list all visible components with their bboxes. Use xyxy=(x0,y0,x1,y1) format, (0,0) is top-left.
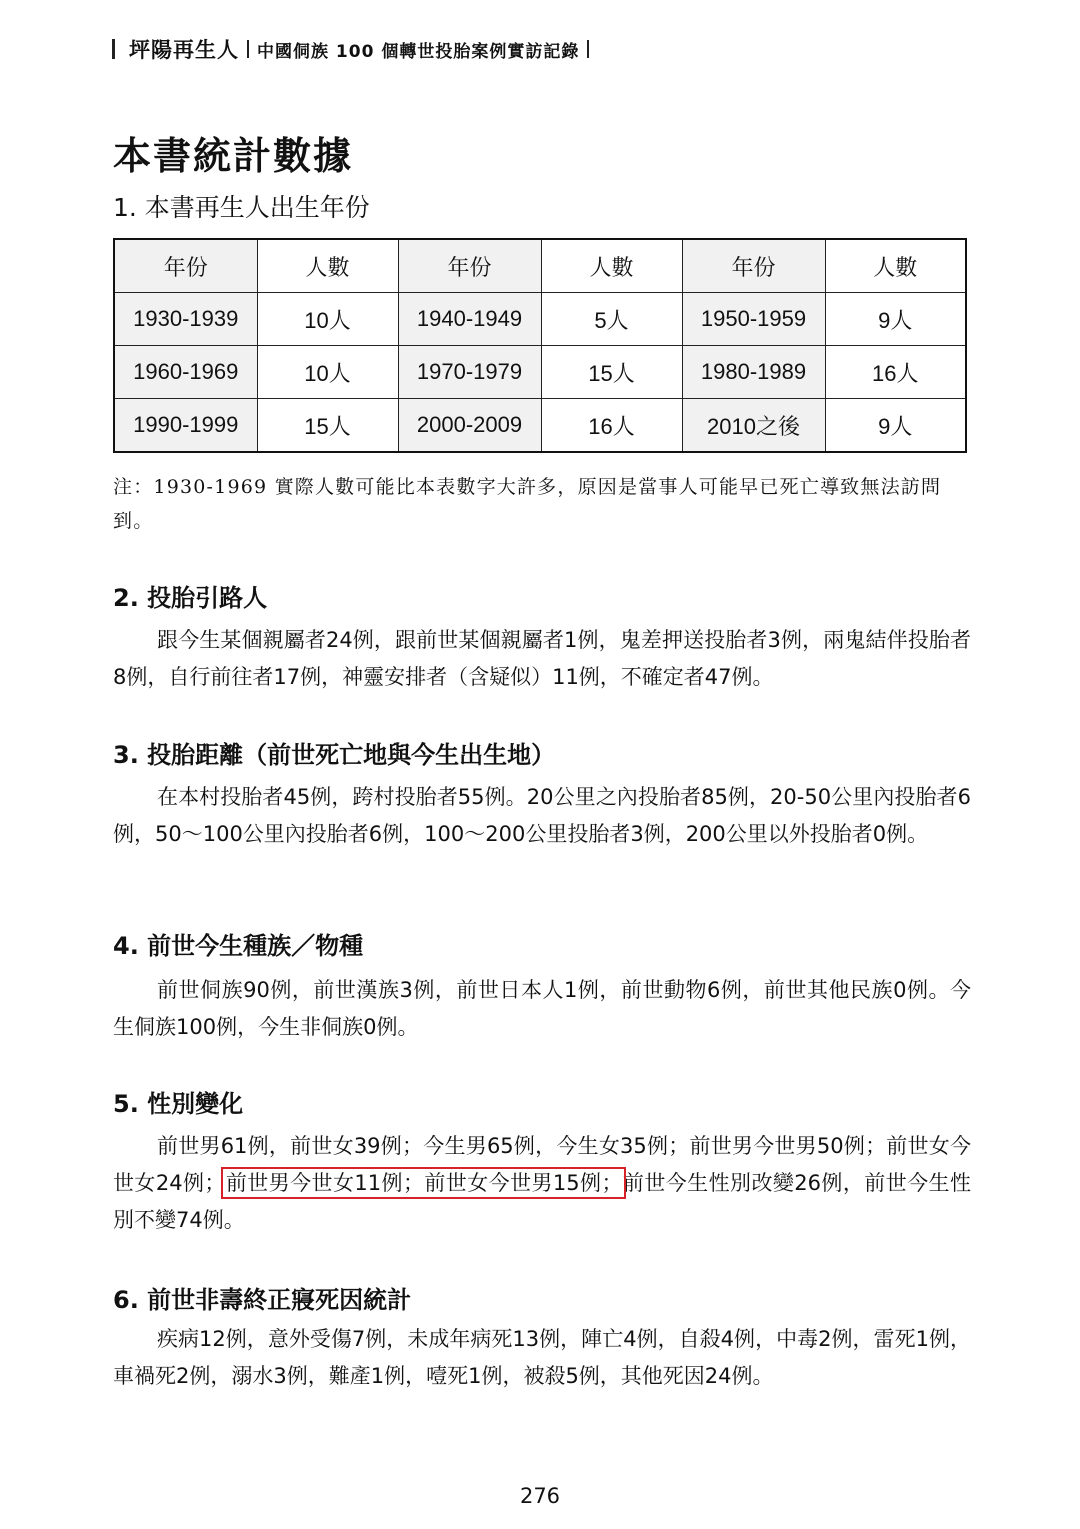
highlighted-gender-change: 前世男今世女11例；前世女今世男15例； xyxy=(225,1171,623,1195)
table-cell: 2010之後 xyxy=(682,399,825,453)
section-body-5 xyxy=(113,1128,971,1239)
section-heading-3: 3. 投胎距離（前世死亡地與今生出生地） xyxy=(113,741,556,769)
table-cell: 5人 xyxy=(541,293,682,346)
table-cell: 16人 xyxy=(541,399,682,453)
table-cell: 1930-1939 xyxy=(114,293,257,346)
birth-year-table xyxy=(113,238,967,453)
table-cell: 9人 xyxy=(825,293,966,346)
section-body-4: 前世侗族90例，前世漢族3例，前世日本人1例，前世動物6例，前世其他民族0例。今生侗族100例，今生非侗族0例。 xyxy=(113,978,971,1039)
section-heading-4: 4. 前世今生種族／物種 xyxy=(113,932,364,960)
book-subtitle: 中國侗族 100 個轉世投胎案例實訪記錄 xyxy=(257,41,580,62)
table-cell: 1990-1999 xyxy=(114,399,257,453)
section-body-2: 跟今生某個親屬者24例，跟前世某個親屬者1例，鬼差押送投胎者3例，兩鬼結伴投胎者8例，自行前往者17例，神靈安排者（含疑似）11例，不確定者47例。 xyxy=(113,628,971,689)
header-bar xyxy=(112,39,115,59)
section-heading-2: 2. 投胎引路人 xyxy=(113,584,268,612)
gender-text-before: 前世男61例，前世女39例；今生男65例，今生女35例；前世男今世男50例；前世女今世女24例； xyxy=(113,1134,971,1195)
table-row xyxy=(114,399,966,453)
table-cell: 2000-2009 xyxy=(398,399,541,453)
table-cell: 1960-1969 xyxy=(114,346,257,399)
table-header-cell: 年份 xyxy=(398,239,541,293)
table-cell: 15人 xyxy=(257,399,398,453)
table-cell: 1950-1959 xyxy=(682,293,825,346)
table-header-row xyxy=(114,239,966,293)
section-heading-6: 6. 前世非壽終正寢死因統計 xyxy=(113,1286,412,1314)
table-header-cell: 人數 xyxy=(541,239,682,293)
table-header-cell: 人數 xyxy=(825,239,966,293)
table-footnote: 注：1930-1969 實際人數可能比本表數字大許多，原因是當事人可能早已死亡導致無法訪問到。 xyxy=(113,476,942,532)
table-cell: 10人 xyxy=(257,346,398,399)
header-separator-end xyxy=(587,40,589,58)
section-body-6: 疾病12例，意外受傷7例，未成年病死13例，陣亡4例，自殺4例，中毒2例，雷死1例，車禍死2例，溺水3例，難產1例，噎死1例，被殺5例，其他死因24例。 xyxy=(113,1327,971,1388)
table-cell: 1980-1989 xyxy=(682,346,825,399)
table-cell: 9人 xyxy=(825,399,966,453)
table-cell: 15人 xyxy=(541,346,682,399)
section-heading-5: 5. 性別變化 xyxy=(113,1090,244,1118)
table-cell: 16人 xyxy=(825,346,966,399)
table-cell: 1970-1979 xyxy=(398,346,541,399)
table-cell: 10人 xyxy=(257,293,398,346)
section-body-3: 在本村投胎者45例，跨村投胎者55例。20公里之內投胎者85例，20-50公里內投胎者6例，50～100公里內投胎者6例，100～200公里投胎者3例，200公里以外投胎者0例。 xyxy=(113,785,971,846)
table-row xyxy=(114,293,966,346)
book-title: 坪陽再生人 xyxy=(129,37,239,62)
table-header-cell: 年份 xyxy=(114,239,257,293)
gender-text-after: 前世今生性別改變26例，前世今生性別不變74例。 xyxy=(113,1171,971,1232)
section-heading-1: 1. 本書再生人出生年份 xyxy=(113,193,370,222)
table-row xyxy=(114,346,966,399)
table-cell: 1940-1949 xyxy=(398,293,541,346)
table-header-cell: 人數 xyxy=(257,239,398,293)
running-header xyxy=(112,34,589,64)
table-header-cell: 年份 xyxy=(682,239,825,293)
page-title: 本書統計數據 xyxy=(113,134,354,178)
header-separator xyxy=(247,40,249,58)
page-number: 276 xyxy=(519,1484,561,1508)
